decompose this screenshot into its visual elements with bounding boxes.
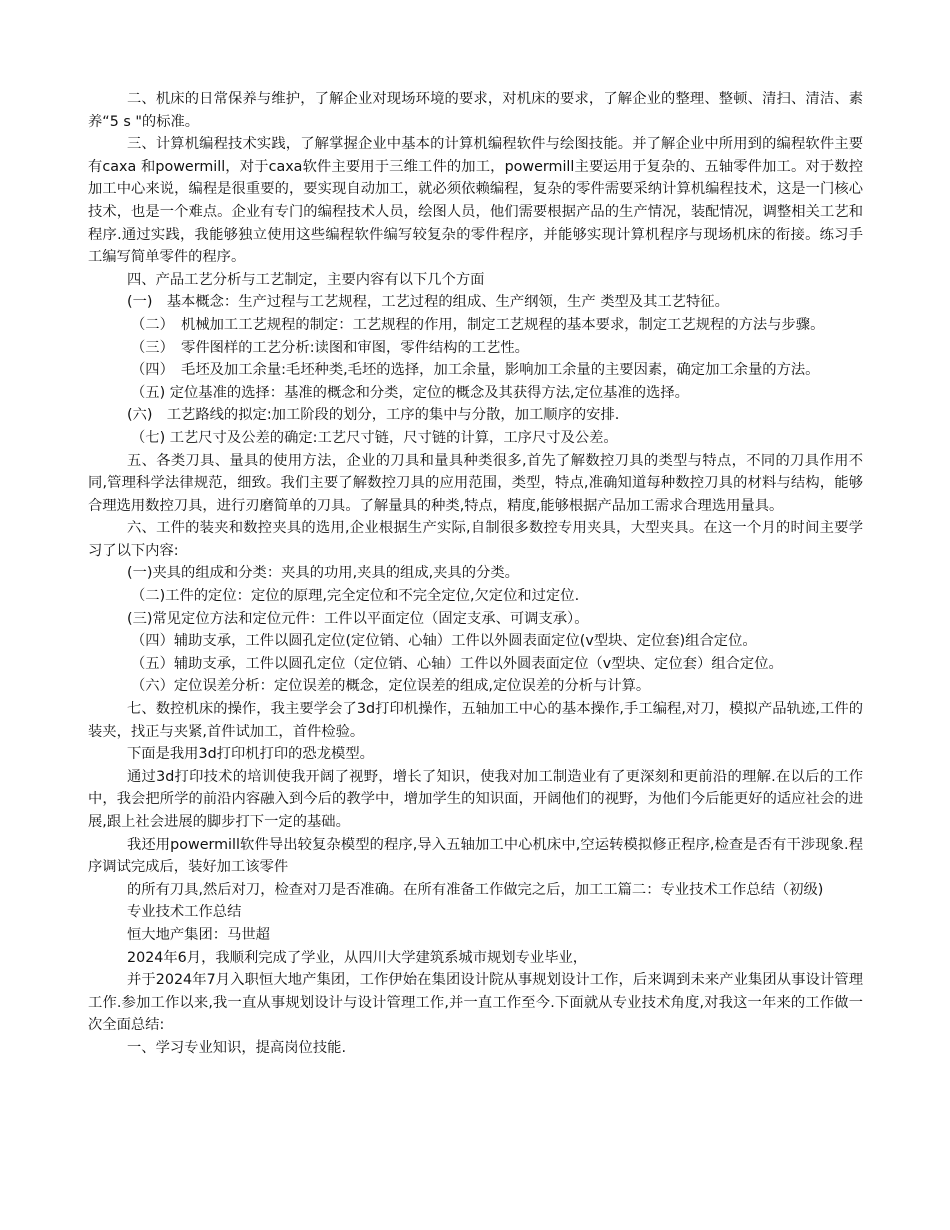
paragraph-graduation: 2024年6月，我顺利完成了学业，从四川大学建筑系城市规划专业毕业， <box>127 949 588 966</box>
paragraph-employment: 并于2024年7月入职恒大地产集团，工作伊始在集团设计院从事规划设计工作，后来调到未来产业集团从事设计管理工作.参加工作以来,我一直从事规划设计与设计管理工作,并一直工作至今.下面就从专业技术角度,对我这一年来的工作做一次全面总结: <box>88 972 863 1034</box>
paragraph-3d-print-model: 下面是我用3d打印机打印的恐龙模型。 <box>127 746 374 763</box>
paragraph-powermill: 我还用powermill软件导出较复杂模型的程序,导入五轴加工中心机床中,空运转模拟修正程序,检查是否有干涉现象.程序调试完成后，装好加工该零件 <box>88 836 863 876</box>
list-item-process-6: (六) 工艺路线的拟定:加工阶段的划分，工序的集中与分散，加工顺序的安排. <box>127 407 620 424</box>
list-item-process-7: （七) 工艺尺寸及公差的确定:工艺尺寸链，尺寸链的计算，工序尺寸及公差。 <box>131 429 618 446</box>
list-item-fixture-1: (一)夹具的组成和分类：夹具的功用,夹具的组成,夹具的分类。 <box>127 565 519 582</box>
list-item-process-3: （三） 零件图样的工艺分析:读图和审图，零件结构的工艺性。 <box>131 339 529 356</box>
list-item-process-5: （五) 定位基准的选择：基准的概念和分类，定位的概念及其获得方法,定位基准的选择。 <box>131 384 689 401</box>
paragraph-tool-setting: 的所有刀具,然后对刀，检查对刀是否准确。在所有准备工作做完之后，加工工篇二：专业技术工作总结（初级) <box>127 881 824 898</box>
list-item-process-4: （四） 毛坯及加工余量:毛坯种类,毛坯的选择，加工余量，影响加工余量的主要因素，确定加工余量的方法。 <box>131 362 820 379</box>
paragraph-cnc-operation: 七、数控机床的操作，我主要学会了3d打印机操作，五轴加工中心的基本操作,手工编程,对刀，模拟产品轨迹,工件的装夹，找正与夹紧,首件试加工，首件检验。 <box>88 701 863 740</box>
paragraph-tools-measures: 五、各类刀具、量具的使用方法，企业的刀具和量具种类很多,首先了解数控刀具的类型与特点，不同的刀具作用不同,管理科学法律规范，细致。我们主要了解数控刀具的应用范围，类型，特点,准确知道每种数控刀具的材料与结构，能够合理选用数控刀具，进行刃磨简单的刀具。了解量具的种类,特点，精度,能够根据产品加工需求合理选用量具。 <box>88 452 863 514</box>
list-item-fixture-4: （四）辅助支承，工件以圆孔定位(定位销、心轴）工件以外圆表面定位(v型块、定位套)组合定位。 <box>131 633 757 650</box>
paragraph-3d-training: 通过3d打印技术的培训使我开阔了视野，增长了知识，使我对加工制造业有了更深刻和更前沿的理解.在以后的工作中，我会把所学的前沿内容融入到今后的教学中，增加学生的知识面，开阔他们的视野，为他们今后能更好的适应社会的进展,跟上社会进展的脚步打下一定的基础。 <box>88 768 863 830</box>
document-body <box>88 88 863 1060</box>
paragraph-process-analysis-heading: 四、产品工艺分析与工艺制定，主要内容有以下几个方面 <box>127 271 485 288</box>
author-line: 恒大地产集团：马世超 <box>127 926 270 943</box>
list-item-process-2: （二） 机械加工工艺规程的制定：工艺规程的作用，制定工艺规程的基本要求，制定工艺规程的方法与步骤。 <box>131 316 825 333</box>
paragraph-study-heading: 一、学习专业知识，提高岗位技能. <box>127 1039 346 1056</box>
list-item-fixture-6: （六）定位误差分析：定位误差的概念，定位误差的组成,定位误差的分析与计算。 <box>131 678 651 695</box>
list-item-process-1: (一) 基本概念：生产过程与工艺规程，工艺过程的组成、生产纲领，生产 类型及其工艺特征。 <box>127 294 729 311</box>
paragraph-machine-maintenance: 二、机床的日常保养与维护，了解企业对现场环境的要求，对机床的要求，了解企业的整理、整顿、清扫、清洁、素养“5 s "的标准。 <box>88 91 863 130</box>
paragraph-programming-practice: 三、计算机编程技术实践，了解掌握企业中基本的计算机编程软件与绘图技能。并了解企业中所用到的编程软件主要有caxa 和powermill，对于caxa软件主要用于三维工件的加工，powermill主要运用于复杂的、五轴零件加工。对于数控加工中心来说，编程是很重要的，要实现自动加工，就必须依赖编程，复杂的零件需要采纳计算机编程技术，这是一门核心技术，也是一个难点。企业有专门的编程技术人员，绘图人员，他们需要根据产品的生产情况，装配情况，调整相关工艺和程序.通过实践，我能够独立使用这些编程软件编写较复杂的零件程序，并能够实现计算机程序与现场机床的衔接。练习手工编写简单零件的程序。 <box>88 136 863 266</box>
paragraph-fixtures-heading: 六、工件的装夹和数控夹具的选用,企业根据生产实际,自制很多数控专用夹具，大型夹具。在这一个月的时间主要学习了以下内容: <box>88 520 863 559</box>
list-item-fixture-2: （二)工件的定位：定位的原理,完全定位和不完全定位,欠定位和过定位. <box>131 588 580 605</box>
list-item-fixture-3: (三)常见定位方法和定位元件：工件以平面定位（固定支承、可调支承）。 <box>127 610 589 627</box>
section-title: 专业技术工作总结 <box>127 904 242 921</box>
list-item-fixture-5: （五）辅助支承，工件以圆孔定位（定位销、心轴）工件以外圆表面定位（v型块、定位套）组合定位。 <box>131 655 783 672</box>
